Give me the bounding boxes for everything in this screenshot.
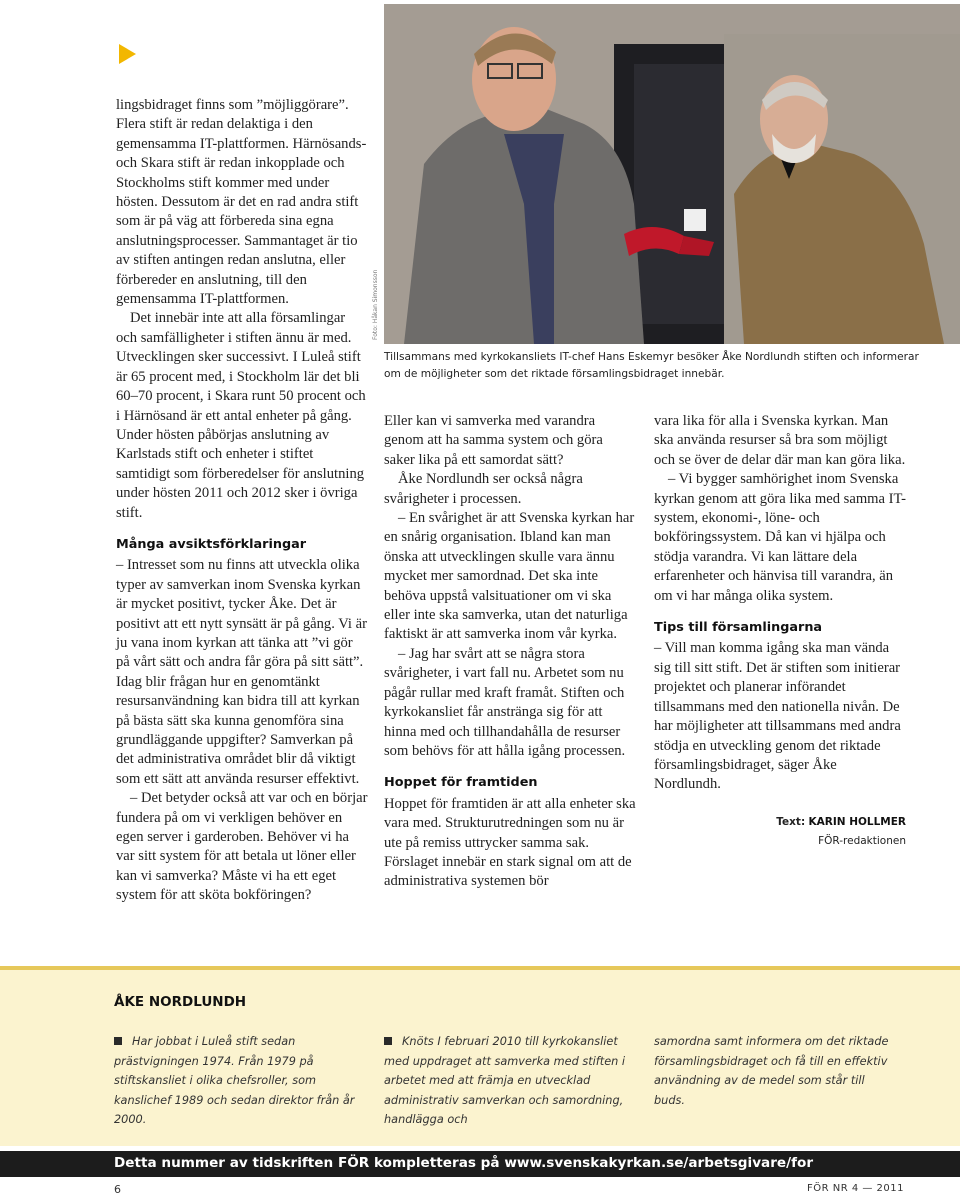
paragraph: – Intresset som nu finns att utveckla olika typer av samverkan inom Svenska kyrkan är mycket positivt, tycker Åke. Det är positivt att ett nytt synsätt är på gång. Vi är ju vana inom kyrkan att tänka att ”vi gör på vårt sätt och andra får göra på sitt sätt”. Idag blir frågan hur en genomtänkt resursanvändning kan bidra till att kyrkan på bästa sätt ska kunna genomföra sina grundläggande uppgifter? Samverkan på det administrativa området blir då viktigt som ett sätt att använda resurser effektivt. [116,557,367,787]
paragraph: vara lika för alla i Svenska kyrkan. Man ska använda resurser så bra som möjligt och se över de delar där man kan göra lika. [654,413,906,468]
photo-credit: Foto: Håkan Simonsson [372,269,379,340]
subheading: Många avsiktsförklaringar [116,536,307,552]
fact-box-column [654,1032,898,1110]
photo-caption: Tillsammans med kyrkokansliets IT-chef Hans Eskemyr besöker Åke Nordlundh stiften och informerar om de möjligheter som det riktade församlingsbidraget innebär. [384,351,919,380]
fact-text: samordna samt informera om det riktade församlingsbidraget och få till en effektiv användning av de medel som står till buds. [654,1035,889,1107]
subheading: Tips till församlingarna [654,620,823,636]
article-column-3 [654,412,906,851]
byline-org: FÖR-redaktionen [818,834,906,847]
page-number: 6 [114,1183,121,1196]
paragraph: lingsbidraget finns som ”möjliggörare”. Flera stift är redan delaktiga i den gemensamma IT-plattformen. Härnösands- och Skara stift är redan inkopplade och Stockholms stift kommer med under hösten. Dessutom är det en rad andra stift som är på väg att förbereda sina egna anslutningsprocesser. Sammantaget är tio av stiften antingen redan anslutna, eller förbereder en anslutning, till den gemensamma IT-plattformen. [116,97,367,308]
fact-box-title: ÅKE NORDLUNDH [114,994,247,1010]
bullet-square-icon [384,1037,392,1045]
issue-label: FÖR NR 4 — 2011 [806,1183,904,1194]
fact-box [0,966,960,1146]
promo-banner-text: Detta nummer av tidskriften FÖR kompletteras på www.svenskakyrkan.se/arbetsgivare/for [114,1155,814,1171]
article-photo [384,4,960,344]
fact-box-column [384,1032,628,1130]
fact-text: Knöts I februari 2010 till kyrkokansliet med uppdraget att samverka med stiften i arbetet med att främja en utvecklad administrativ samverkan och samordning, handlägga och [384,1035,626,1127]
paragraph: Åke Nordlundh ser också några svårigheter i processen. [384,471,583,507]
fact-text: Har jobbat i Luleå stift sedan prästvigningen 1974. Från 1979 på stiftskansliet i olika chefsroller, som kanslichef 1989 och sedan direktor från år 2000. [114,1035,355,1127]
paragraph: Eller kan vi samverka med varandra genom att ha samma system och göra saker lika på ett samordat sätt? [384,413,603,468]
paragraph: Hoppet för framtiden är att alla enheter ska vara med. Strukturutredningen som nu är ute på remiss uttrycker samma sak. Förslaget innebär en stark signal om att de administrativa systemen bör [384,795,636,890]
paragraph: – En svårighet är att Svenska kyrkan har en snårig organisation. Ibland kan man önska att utvecklingen skulle vara ännu mycket mer samordnad. Det ska inte behöva uppstå valsituationer om vi ska eller inte ska samverka, utan det naturliga faktiskt är att samverka inom vår kyrka. [384,510,635,643]
section-arrow-icon [119,44,136,64]
paragraph: – Vill man komma igång ska man vända sig till sitt stift. Det är stiften som initierar projektet och planerar införandet tillsammans med den nationella nivån. De har möjligheter att tillsammans med andra stödja en utveckling genom det riktade församlingsbidraget, säger Åke Nordlundh. [654,640,901,793]
paragraph: Det innebär inte att alla församlingar och samfälligheter i stiften ännu är med. Utvecklingen sker successivt. I Luleå stift är 65 procent med, i Stockholm lär det bli 60–70 procent, i Skara runt 50 procent och i Härnösand är ett antal enheter på gång. Under hösten påbörjas anslutning av Karlstads stift och enheter i stiftet samtidigt som förberedelser för anslutning under hösten 2011 och 2012 sker i övriga stift. [116,310,366,521]
bullet-square-icon [114,1037,122,1045]
paragraph: – Det betyder också att var och en börjar fundera på om vi verkligen behöver en egen server i garderoben. Behöver vi ha var sitt system för att betala ut löner eller kan vi samverka? Måste vi ha ett eget system för att sköta bokföringen? [116,790,368,904]
byline-author: KARIN HOLLMER [808,815,906,828]
fact-box-column [114,1032,358,1130]
paragraph: – Jag har svårt att se några stora svårigheter, i vart fall nu. Arbetet som nu pågår rullar med kraft framåt. Stiften och kyrkokansliet får anstränga sig för att hinna med och tillhandahålla de resurser som behövs för att hålla igång processen. [384,645,626,759]
promo-banner [0,1151,960,1177]
article-column-1 [116,96,368,906]
byline [654,813,906,851]
subheading: Hoppet för framtiden [384,775,538,791]
byline-label: Text: [776,815,806,828]
article-column-2 [384,412,636,892]
paragraph: – Vi bygger samhörighet inom Svenska kyrkan genom att göra lika med samma IT-system, ekonomi-, löne- och bokföringssystem. Då kan vi hjälpa och stödja varandra. Vi kan lättare dela erfarenheter och hänvisa till varandra, än om vi har många olika system. [654,471,906,604]
